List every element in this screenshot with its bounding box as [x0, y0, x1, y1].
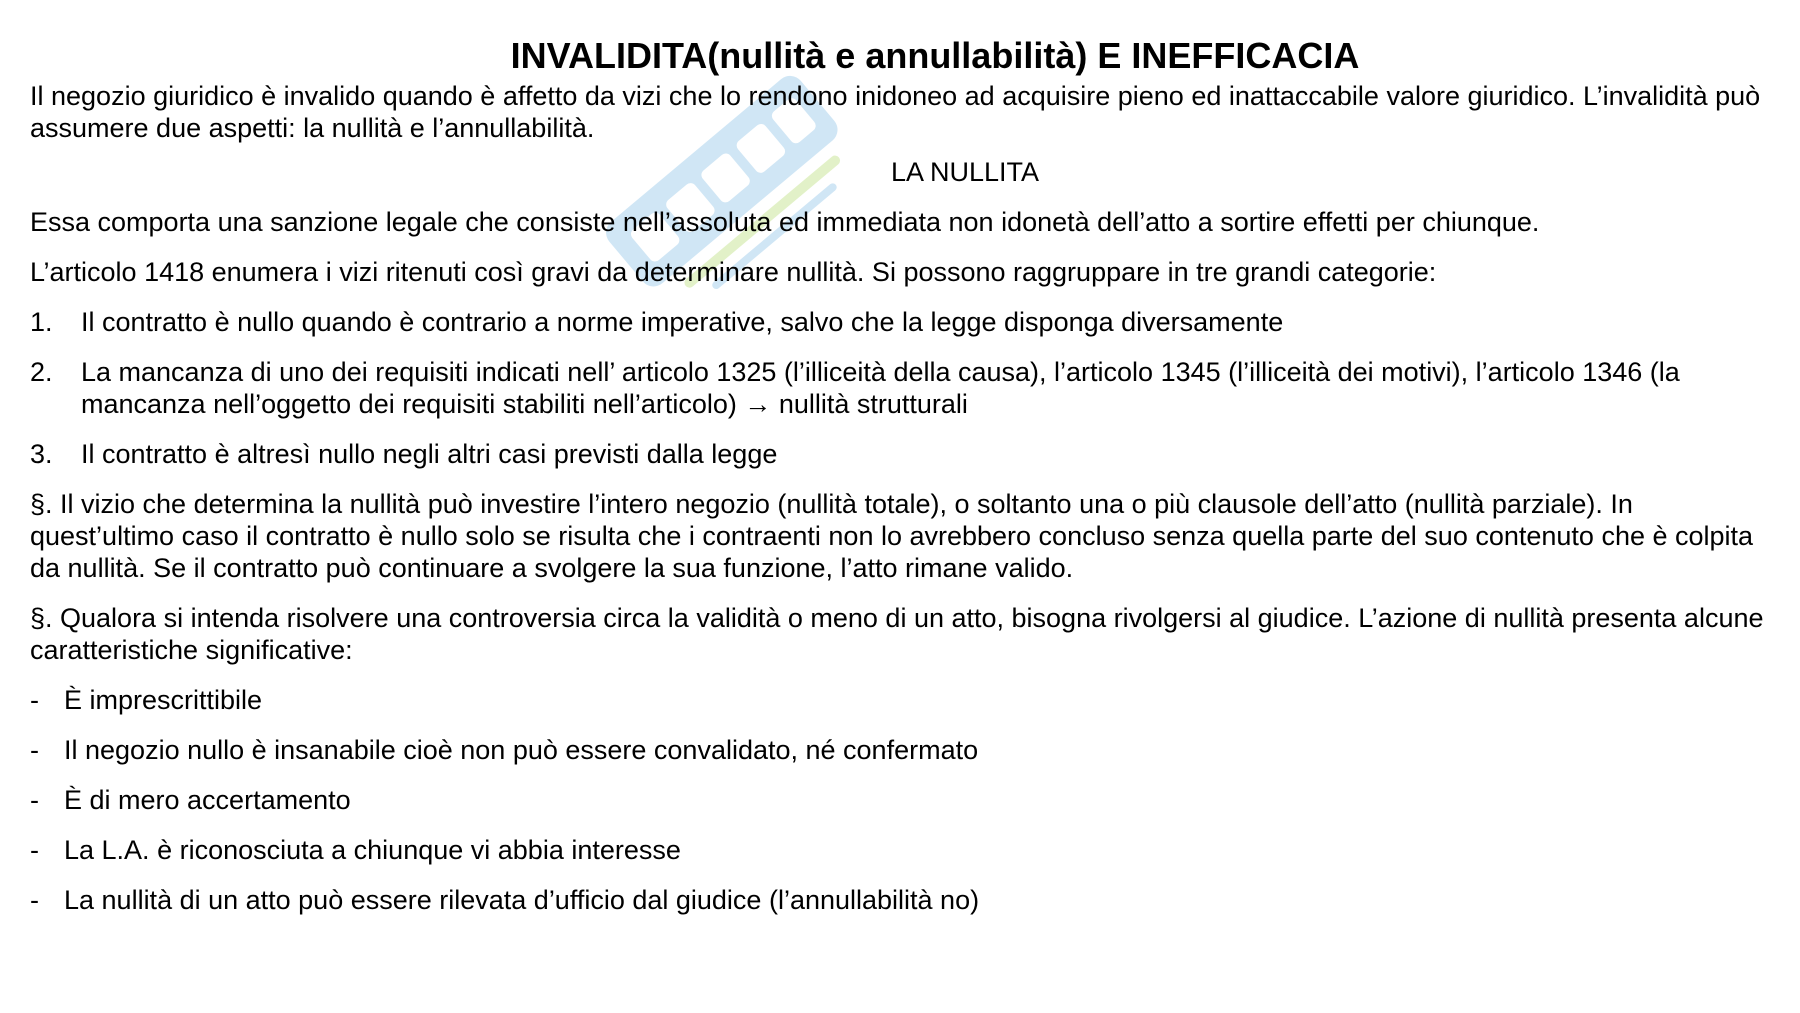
list-item [30, 356, 1780, 420]
list-marker: - [30, 735, 39, 765]
paragraph-article-1418: L’articolo 1418 enumera i vizi ritenuti così gravi da determinare nullità. Si possono raggruppare in tre grandi categorie: [30, 257, 1437, 287]
paragraph-partial-nullity: §. Il vizio che determina la nullità può investire l’intero negozio (nullità totale), o soltanto una o più clausole dell’atto (nullità parziale). In quest’ultimo caso il contratto è nullo solo se risulta che i contraenti non lo avrebbero concluso senza quella parte del suo contenuto che è colpita da nullità. Se il contratto può continuare a svolgere la sua funzione, l’atto rimane valido. [30, 489, 1754, 583]
list-item [30, 438, 1780, 470]
list-item [30, 884, 1780, 916]
list-item-text: Il contratto è nullo quando è contrario a norme imperative, salvo che la legge disponga diversamente [81, 307, 1284, 337]
list-item [30, 834, 1780, 866]
numbered-list [30, 306, 1780, 470]
dash-list [30, 684, 1780, 916]
list-item-text: La nullità di un atto può essere rilevata d’ufficio dal giudice (l’annullabilità no) [64, 885, 980, 915]
list-item-text: La mancanza di uno dei requisiti indicati nell’ articolo 1325 (l’illiceità della causa), l’articolo 1345 (l’illiceità dei motivi), l’articolo 1346 (la mancanza nell’oggetto dei requisiti stabiliti nell’articolo) → nullità strutturali [81, 357, 1680, 419]
list-marker: - [30, 685, 39, 715]
paragraph-definition: Essa comporta una sanzione legale che consiste nell’assoluta ed immediata non idonetà dell’atto a sortire effetti per chiunque. [30, 207, 1540, 237]
list-marker: 3. [30, 439, 53, 469]
page-title: INVALIDITA(nullità e annullabilità) E INEFFICACIA [510, 35, 1360, 76]
list-item-text: Il negozio nullo è insanabile cioè non può essere convalidato, né confermato [64, 735, 979, 765]
list-marker: 2. [30, 357, 53, 387]
list-item [30, 784, 1780, 816]
list-item [30, 306, 1780, 338]
list-item-text: La L.A. è riconosciuta a chiunque vi abbia interesse [64, 835, 681, 865]
list-item [30, 734, 1780, 766]
list-item-text: Il contratto è altresì nullo negli altri casi previsti dalla legge [81, 439, 778, 469]
intro-paragraph: Il negozio giuridico è invalido quando è affetto da vizi che lo rendono inidoneo ad acquisire pieno ed inattaccabile valore giuridico. L’invalidità può assumere due aspetti: la nullità e l’annullabilità. [30, 81, 1761, 143]
slide-content [30, 34, 1780, 916]
list-item-text: È imprescrittibile [64, 685, 263, 715]
list-marker: - [30, 835, 39, 865]
paragraph-nullity-action: §. Qualora si intenda risolvere una controversia circa la validità o meno di un atto, bisogna rivolgersi al giudice. L’azione di nullità presenta alcune caratteristiche significative: [30, 603, 1764, 665]
list-item-text: È di mero accertamento [64, 785, 351, 815]
list-marker: - [30, 785, 39, 815]
list-marker: - [30, 885, 39, 915]
list-marker: 1. [30, 307, 53, 337]
list-item [30, 684, 1780, 716]
section-heading: LA NULLITA [890, 157, 1040, 187]
